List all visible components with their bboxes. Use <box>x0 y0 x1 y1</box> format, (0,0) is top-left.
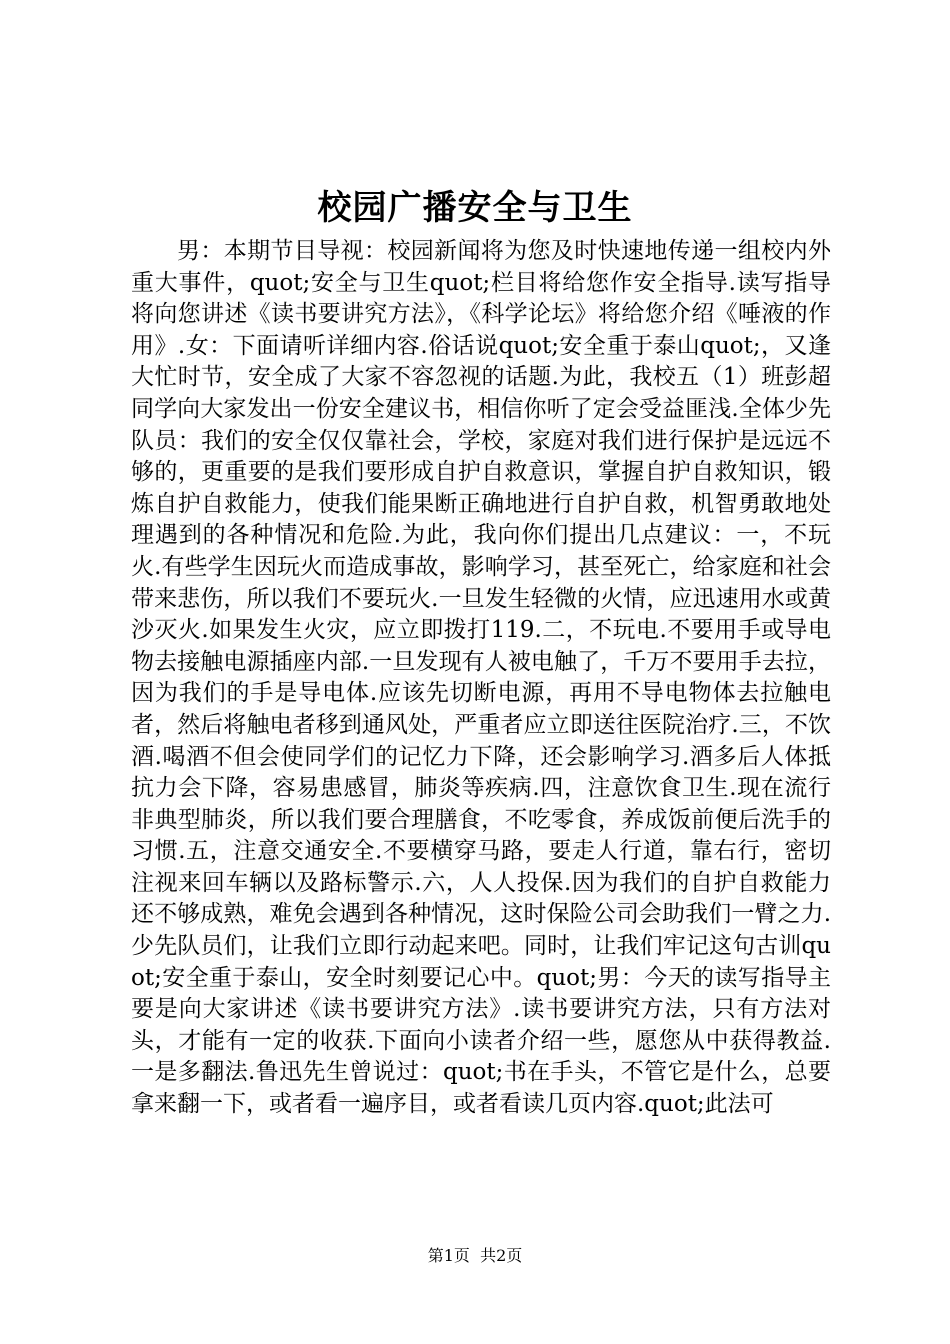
document-title: 校园广播安全与卫生 <box>317 188 633 228</box>
document-body-paragraph: 男：本期节目导视：校园新闻将为您及时快速地传递一组校内外重大事件，quot;安全与卫生quot;栏目将给您作安全指导.读写指导将向您讲述《读书要讲究方法》，《科学论坛》将给您介绍《唾液的作用》.女：下面请听详细内容.俗话说quot;安全重于泰山quot;，又逢大忙时节，安全成了大家不容忽视的话题.为此，我校五（1）班彭超同学向大家发出一份安全建议书，相信你听了定会受益匪浅.全体少先队员：我们的安全仅仅靠社会，学校，家庭对我们进行保护是远远不够的，更重要的是我们要形成自护自救意识，掌握自护自救知识，锻炼自护自救能力，使我们能果断正确地进行自护自救，机智勇敢地处理遇到的各种情况和危险.为此，我向你们提出几点建议：一，不玩火.有些学生因玩火而造成事故，影响学习，甚至死亡，给家庭和社会带来悲伤，所以我们不要玩火.一旦发生轻微的火情，应迅速用水或黄沙灭火.如果发生火灾，应立即拨打119.二，不玩电.不要用手或导电物去接触电源插座内部.一旦发现有人被电触了，千万不要用手去拉，因为我们的手是导电体.应该先切断电源，再用不导电物体去拉触电者，然后将触电者移到通风处，严重者应立即送往医院治疗.三，不饮酒.喝酒不但会使同学们的记忆力下降，还会影响学习.酒多后人体抵抗力会下降，容易患感冒，肺炎等疾病.四，注意饮食卫生.现在流行非典型肺炎，所以我们要合理膳食，不吃零食，养成饭前便后洗手的习惯.五，注意交通安全.不要横穿马路，要走人行道，靠右行，密切注视来回车辆以及路标警示.六，人人投保.因为我们的自护自救能力还不够成熟，难免会遇到各种情况，这时保险公司会助我们一臂之力.少先队员们，让我们立即行动起来吧。同时，让我们牢记这句古训quot;安全重于泰山，安全时刻要记心中。quot;男：今天的读写指导主要是向大家讲述《读书要讲究方法》.读书要讲究方法，只有方法对头，才能有一定的收获.下面向小读者介绍一些，愿您从中获得教益.一是多翻法.鲁迅先生曾说过：quot;书在手头，不管它是什么，总要拿来翻一下，或者看一遍序目，或者看读几页内容.quot;此法可 <box>131 238 831 1118</box>
page-number-footer: 第1页 共2页 <box>427 1246 523 1265</box>
